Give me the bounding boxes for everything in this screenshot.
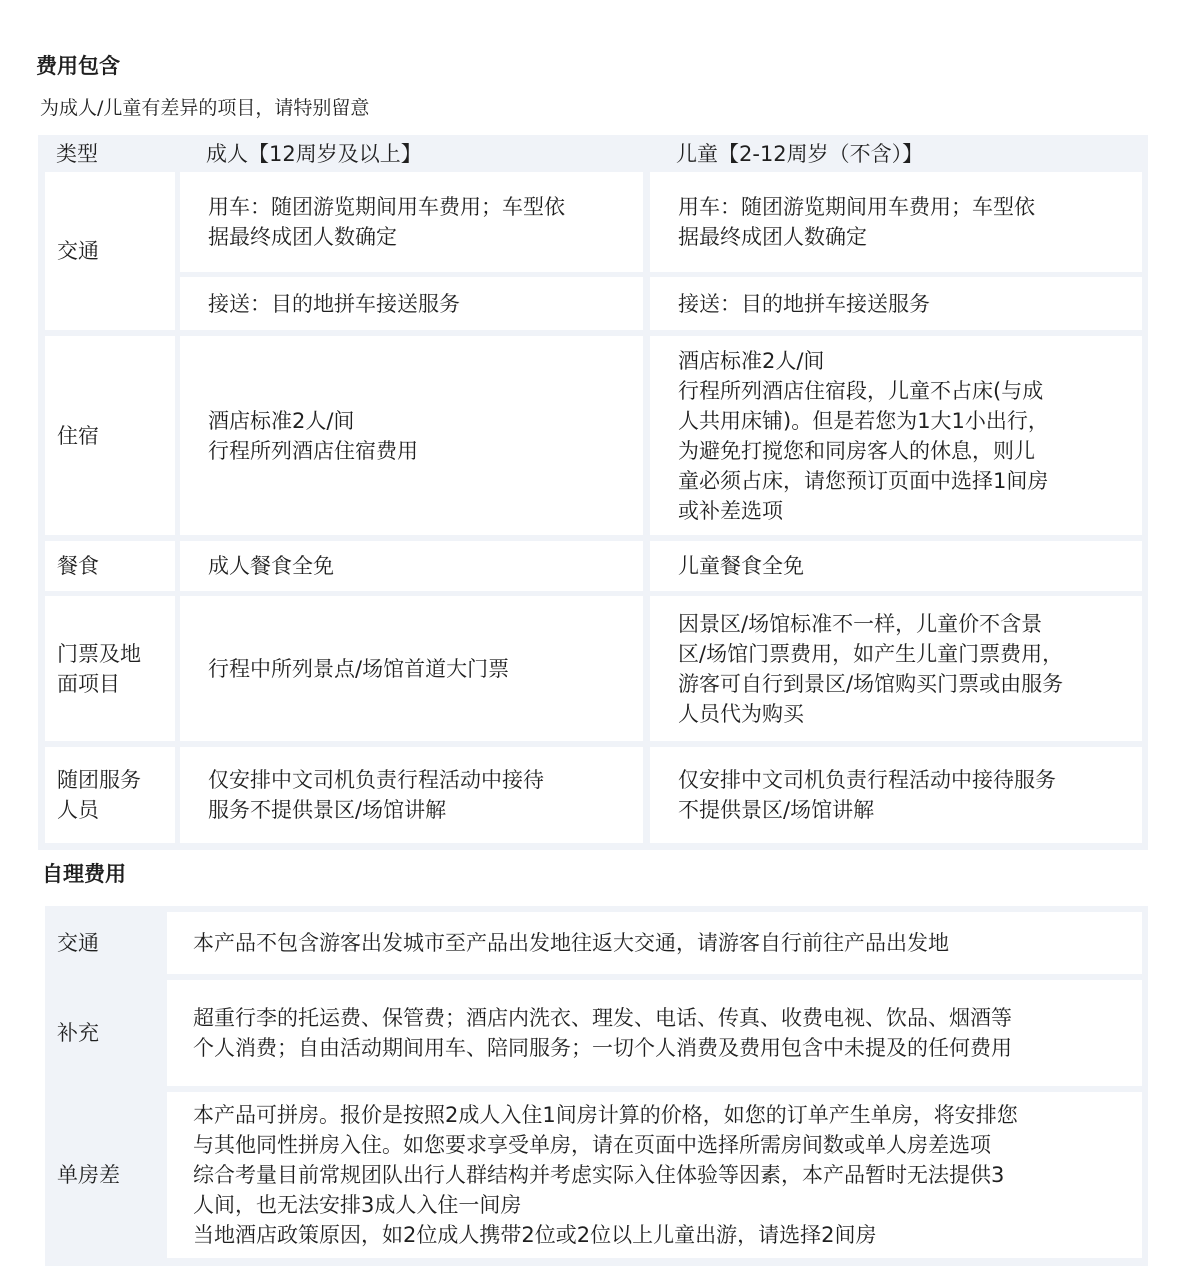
row-child-staff: 仅安排中文司机负责行程活动中接待服务 不提供景区/场馆讲解 bbox=[650, 747, 1142, 843]
row-child-lodging: 酒店标准2人/间 行程所列酒店住宿段，儿童不占床(与成 人共用床铺)。但是若您为1大1小出行， 为避免打搅您和同房客人的休息，则儿 童必须占床，请您预订页面中选择1间房 或补差选项 bbox=[650, 336, 1142, 535]
self-pay-section-title: 自理费用 bbox=[42, 862, 126, 886]
selfpay-content-extra: 超重行李的托运费、保管费；酒店内洗衣、理发、电话、传真、收费电视、饮品、烟酒等 个人消费；自由活动期间用车、陪同服务；一切个人消费及费用包含中未提及的任何费用 bbox=[167, 980, 1142, 1086]
selfpay-type-single-room: 单房差 bbox=[57, 1163, 120, 1187]
row-adult-staff: 仅安排中文司机负责行程活动中接待 服务不提供景区/场馆讲解 bbox=[180, 747, 643, 843]
row-type-transport: 交通 bbox=[45, 172, 175, 330]
row-child-transport-car: 用车：随团游览期间用车费用；车型依 据最终成团人数确定 bbox=[650, 172, 1142, 272]
row-adult-meals: 成人餐食全免 bbox=[180, 541, 643, 591]
row-child-meals: 儿童餐食全免 bbox=[650, 541, 1142, 591]
included-section-note: 为成人/儿童有差异的项目，请特别留意 bbox=[40, 97, 370, 119]
row-adult-lodging: 酒店标准2人/间 行程所列酒店住宿费用 bbox=[180, 336, 643, 535]
selfpay-type-transport: 交通 bbox=[57, 931, 99, 955]
row-type-lodging: 住宿 bbox=[45, 336, 175, 535]
header-type: 类型 bbox=[56, 142, 98, 166]
included-table bbox=[38, 135, 1148, 850]
row-adult-transport-transfer: 接送：目的地拼车接送服务 bbox=[180, 277, 643, 330]
row-child-transport-transfer: 接送：目的地拼车接送服务 bbox=[650, 277, 1142, 330]
row-type-tickets: 门票及地 面项目 bbox=[45, 596, 175, 741]
row-child-tickets: 因景区/场馆标准不一样，儿童价不含景 区/场馆门票费用，如产生儿童门票费用， 游客可自行到景区/场馆购买门票或由服务 人员代为购买 bbox=[650, 596, 1142, 741]
selfpay-type-extra: 补充 bbox=[57, 1021, 99, 1045]
included-section-title: 费用包含 bbox=[36, 54, 120, 78]
header-adult: 成人【12周岁及以上】 bbox=[206, 142, 422, 166]
header-child: 儿童【2-12周岁（不含）】 bbox=[676, 142, 924, 166]
row-adult-transport-car: 用车：随团游览期间用车费用；车型依 据最终成团人数确定 bbox=[180, 172, 643, 272]
row-type-staff: 随团服务 人员 bbox=[45, 747, 175, 843]
row-adult-tickets: 行程中所列景点/场馆首道大门票 bbox=[180, 596, 643, 741]
selfpay-content-single-room: 本产品可拼房。报价是按照2成人入住1间房计算的价格，如您的订单产生单房，将安排您 与其他同性拼房入住。如您要求享受单房，请在页面中选择所需房间数或单人房差选项 综合考量目前常规团队出行人群结构并考虑实际入住体验等因素，本产品暂时无法提供3 人间，也无法安排3成人入住一间房 当地酒店政策原因，如2位成人携带2位或2位以上儿童出游，请选择2间房 bbox=[167, 1092, 1142, 1258]
row-type-meals: 餐食 bbox=[45, 541, 175, 591]
selfpay-content-transport: 本产品不包含游客出发城市至产品出发地往返大交通，请游客自行前往产品出发地 bbox=[167, 912, 1142, 974]
self-pay-table bbox=[45, 906, 1148, 1266]
